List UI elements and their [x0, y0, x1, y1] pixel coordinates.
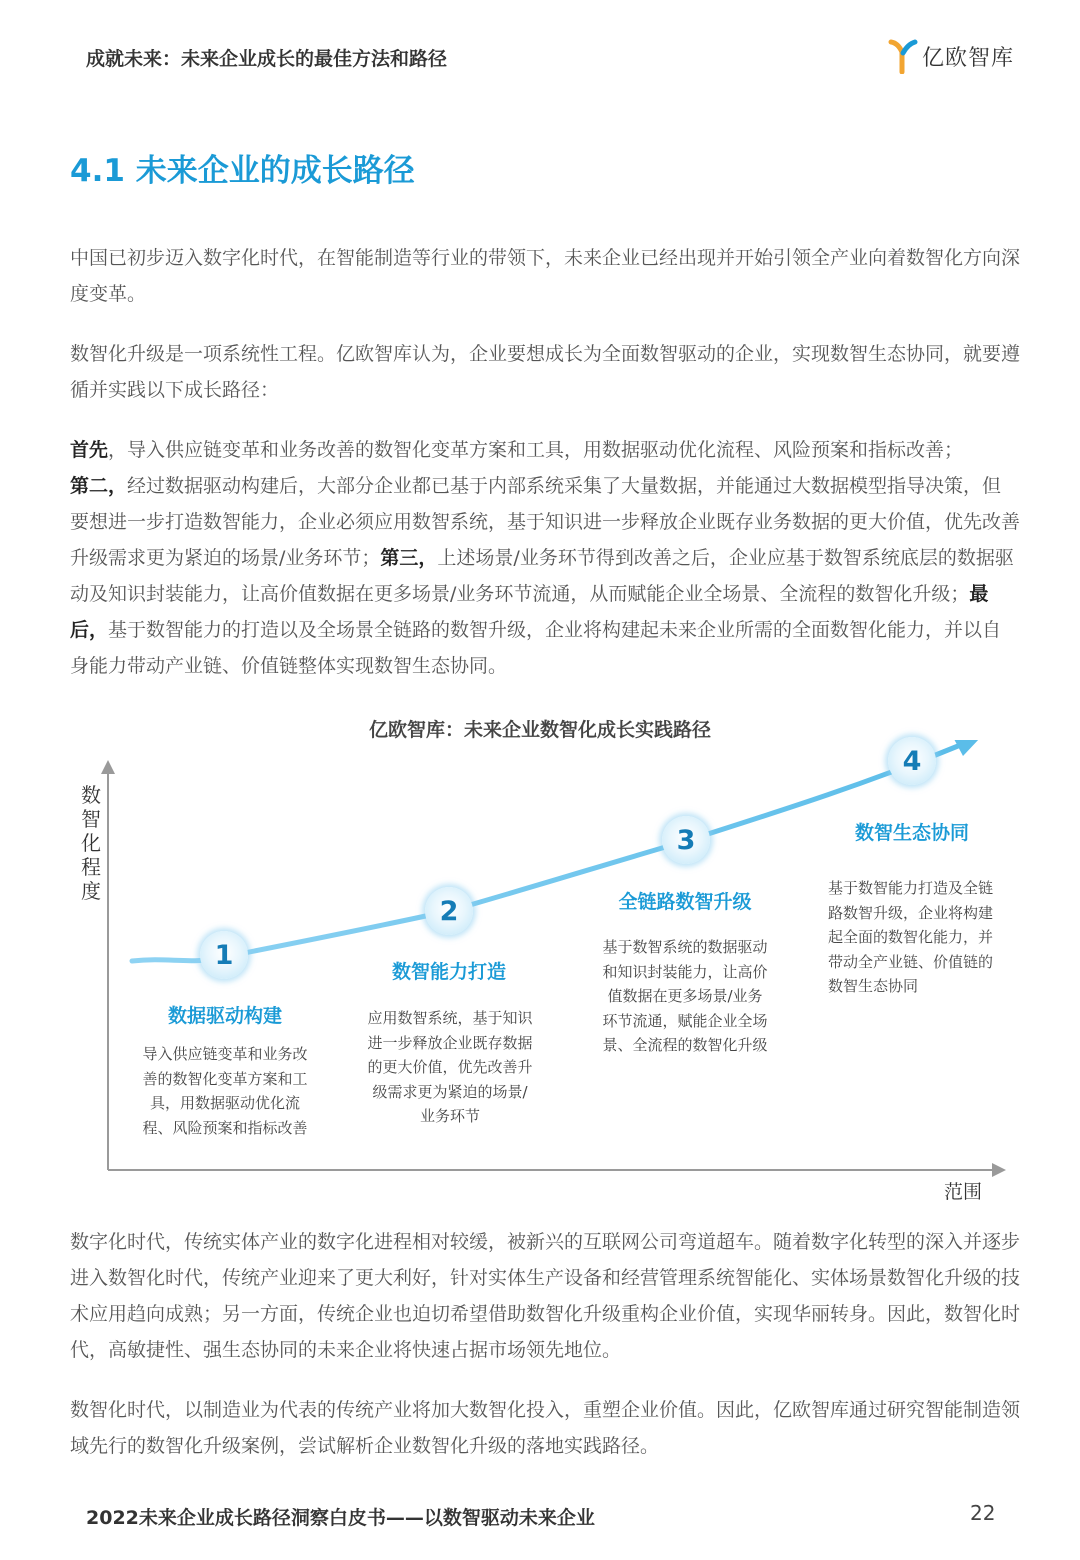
section-title: 4.1 未来企业的成长路径 — [70, 153, 415, 189]
step-last-text: 基于数智能力的打造以及全场景全链路的数智升级，企业将构建起未来企业所需的全面数智化能力，并以自身能力带动产业链、价值链整体实现数智生态协同。 — [70, 619, 1002, 677]
paragraph-digital-era: 数字化时代，传统实体产业的数字化进程相对较缓，被新兴的互联网公司弯道超车。随着数字化转型的深入并逐步进入数智化时代，传统产业迎来了更大利好，针对实体生产设备和经营管理系统智能化、实体场景数智化升级的技术应用趋向成熟；另一方面，传统企业也迫切希望借助数智化升级重构企业价值，实现华丽转身。因此，数智化时代，高敏捷性、强生态协同的未来企业将快速占据市场领先地位。 — [70, 1231, 1021, 1361]
stage-4-desc: 基于数智能力打造及全链路数智升级，企业将构建起全面的数智化能力，并带动全产业链、价值链的数智生态协同 — [828, 879, 994, 995]
step-last-label: 最后， — [70, 583, 989, 641]
logo-mark-icon — [888, 38, 918, 74]
step-second-text: 经过数据驱动构建后，大部分企业都已基于内部系统采集了大量数据，并能通过大数据模型指导决策，但要想进一步打造数智能力，企业必须应用数智系统，基于知识进一步释放企业既存业务数据的更大价值，优先改善升级需求更为紧迫的场景/业务环节； — [70, 475, 1021, 569]
step-third-label: 第三， — [380, 547, 438, 569]
stage-3-title: 全链路数智升级 — [618, 891, 752, 913]
step-first-text: ，导入供应链变革和业务改善的数智化变革方案和工具，用数据驱动优化流程、风险预案和指标改善； — [108, 439, 964, 461]
paragraph-intro: 中国已初步迈入数字化时代，在智能制造等行业的带领下，未来企业已经出现并开始引领全产业向着数智化方向深度变革。 — [70, 247, 1021, 305]
footer-title: 2022未来企业成长路径洞察白皮书——以数智驱动未来企业 — [86, 1507, 595, 1529]
y-axis-label: 数智化程度 — [81, 783, 101, 903]
step-second-label: 第二， — [70, 475, 128, 497]
x-axis-arrow-icon — [992, 1163, 1006, 1177]
y-axis-arrow-icon — [101, 760, 115, 774]
step-first-label: 首先 — [70, 439, 109, 461]
paragraph-manufacturing: 数智化时代，以制造业为代表的传统产业将加大数智化投入，重塑企业价值。因此，亿欧智库通过研究智能制造领域先行的数智化升级案例，尝试解析企业数智化升级的落地实践路径。 — [70, 1399, 1021, 1457]
stage-3-desc: 基于数智系统的数据驱动和知识封装能力，让高价值数据在更多场景/业务环节流通，赋能企业全场景、全流程的数智化升级 — [602, 938, 768, 1054]
stage-1-title: 数据驱动构建 — [167, 1005, 282, 1027]
stage-2-number: 2 — [425, 887, 473, 935]
diagram-title: 亿欧智库：未来企业数智化成长实践路径 — [368, 719, 711, 741]
stage-2-title: 数智能力打造 — [391, 961, 506, 983]
stage-2-desc: 应用数智系统，基于知识进一步释放企业既存数据的更大价值，优先改善升级需求更为紧迫的场景/业务环节 — [367, 1009, 533, 1125]
page-number: 22 — [970, 1501, 996, 1525]
stage-3-number: 3 — [662, 816, 710, 864]
stage-4-number: 4 — [888, 737, 936, 785]
brand-logo — [888, 36, 1014, 76]
paragraph-path-steps — [70, 432, 1020, 684]
header-title: 成就未来：未来企业成长的最佳方法和路径 — [86, 48, 448, 70]
logo-text: 亿欧智库 — [922, 45, 1015, 71]
step-third-text: 上述场景/业务环节得到改善之后，企业应基于数智系统底层的数据驱动及知识封装能力，让高价值数据在更多场景/业务环节流通，从而赋能企业全场景、全流程的数智化升级； — [70, 547, 1014, 605]
stage-1-desc: 导入供应链变革和业务改善的数智化变革方案和工具，用数据驱动优化流程、风险预案和指标改善 — [142, 1045, 308, 1137]
x-axis-label: 范围 — [944, 1181, 983, 1203]
stage-1-number: 1 — [200, 931, 248, 979]
paragraph-system: 数智化升级是一项系统性工程。亿欧智库认为，企业要想成长为全面数智驱动的企业，实现数智生态协同，就要遵循并实践以下成长路径： — [70, 343, 1021, 401]
stage-4-title: 数智生态协同 — [854, 822, 969, 844]
